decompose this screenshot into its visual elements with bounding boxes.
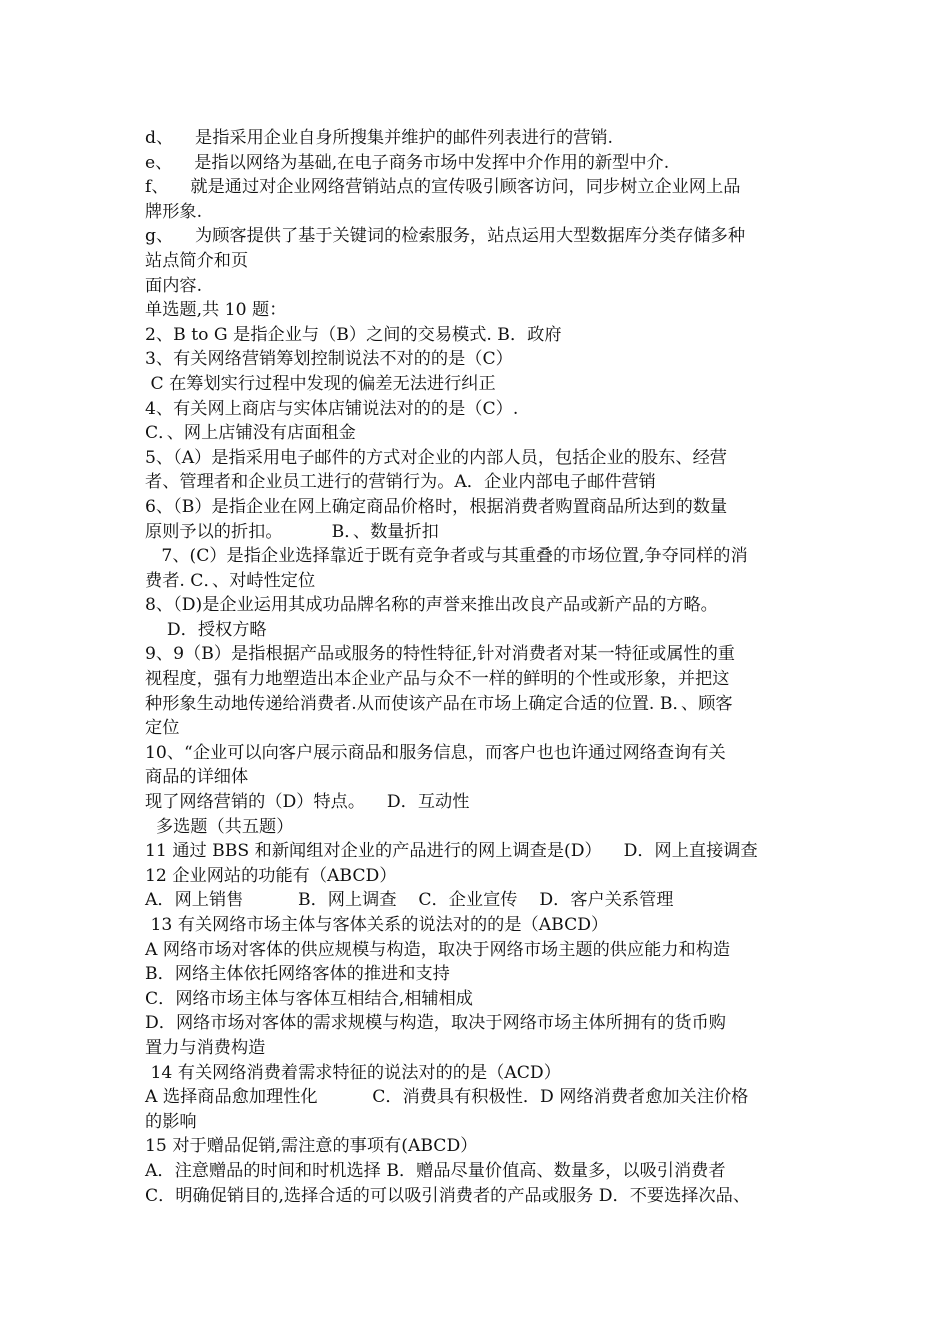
question-line: 11 通过 BBS 和新闻组对企业的产品进行的网上调查是(D） D．网上直接调查 bbox=[145, 841, 758, 862]
question-line: 10、“企业可以向客户展示商品和服务信息，而客户也也许通过网络查询有关 bbox=[145, 742, 726, 763]
question-line: 7、(C）是指企业选择靠近于既有竞争者或与其重叠的市场位置,争夺同样的消 bbox=[145, 546, 748, 567]
answer-line: 置力与消费构造 bbox=[145, 1037, 266, 1058]
answer-line: D．授权方略 bbox=[145, 619, 267, 640]
section-heading: 单选题,共 10 题： bbox=[145, 300, 287, 321]
question-line: 者、管理者和企业员工进行的营销行为。A．企业内部电子邮件营销 bbox=[145, 472, 656, 493]
question-line: 视程度，强有力地塑造出本企业产品与众不一样的鲜明的个性或形象，并把这 bbox=[145, 669, 730, 690]
answer-line: C．网络市场主体与客体互相结合,相辅相成 bbox=[145, 988, 473, 1009]
answer-line: C．、网上店铺没有店面租金 bbox=[145, 423, 356, 444]
answer-line: C 在筹划实行过程中发现的偏差无法进行纠正 bbox=[145, 373, 496, 394]
answer-line: A．注意赠品的时间和时机选择 B．赠品尽量价值高、数量多，以吸引消费者 bbox=[145, 1160, 726, 1181]
question-line: 12 企业网站的功能有（ABCD） bbox=[145, 865, 397, 886]
text-line: 面内容. bbox=[145, 275, 203, 296]
question-line: 2、B to G 是指企业与（B）之间的交易模式. B．政府 bbox=[145, 324, 562, 345]
answer-line: A 选择商品愈加理性化 C．消费具有积极性．D 网络消费者愈加关注价格 bbox=[145, 1087, 749, 1108]
question-line: 定位 bbox=[145, 718, 180, 739]
question-line: 现了网络营销的（D）特点。 D．互动性 bbox=[145, 792, 470, 813]
document-body bbox=[145, 126, 813, 1208]
text-line: 牌形象. bbox=[145, 201, 203, 222]
section-heading: 多选题（共五题） bbox=[145, 816, 294, 837]
text-line: d、 是指采用企业自身所搜集并维护的邮件列表进行的营销. bbox=[145, 128, 614, 148]
question-line: 15 对于赠品促销,需注意的事项有(ABCD） bbox=[145, 1136, 478, 1157]
question-line: 13 有关网络市场主体与客体关系的说法对的的是（ABCD） bbox=[145, 915, 609, 935]
answer-line: 的影响 bbox=[145, 1111, 197, 1132]
question-line: 种形象生动地传递给消费者.从而使该产品在市场上确定合适的位置. B．、顾客 bbox=[145, 693, 733, 714]
text-line: g、 为顾客提供了基于关键词的检索服务，站点运用大型数据库分类存储多种 bbox=[145, 226, 746, 247]
question-line: 4、有关网上商店与实体店铺说法对的的是（C）. bbox=[145, 398, 519, 419]
question-line: 9、9（B）是指根据产品或服务的特性特征,针对消费者对某一特征或属性的重 bbox=[145, 644, 735, 665]
question-line: 费者. C．、对峙性定位 bbox=[145, 570, 316, 591]
question-line: 5、（A）是指采用电子邮件的方式对企业的内部人员，包括企业的股东、经营 bbox=[145, 447, 727, 468]
answer-line: A 网络市场对客体的供应规模与构造，取决于网络市场主题的供应能力和构造 bbox=[145, 939, 731, 960]
answer-line: D．网络市场对客体的需求规模与构造，取决于网络市场主体所拥有的货币购 bbox=[145, 1013, 726, 1034]
text-line: f、 就是通过对企业网络营销站点的宣传吸引顾客访问，同步树立企业网上品 bbox=[145, 177, 741, 198]
answer-line: B．网络主体依托网络客体的推进和支持 bbox=[145, 964, 450, 985]
question-line: 原则予以的折扣。 B．、数量折扣 bbox=[145, 521, 439, 542]
text-line: 站点简介和页 bbox=[145, 250, 249, 271]
question-line: 商品的详细体 bbox=[145, 767, 249, 788]
question-line: 14 有关网络消费着需求特征的说法对的的是（ACD） bbox=[145, 1062, 561, 1083]
answer-line: A．网上销售 B．网上调查 C．企业宣传 D．客户关系管理 bbox=[145, 890, 674, 911]
question-line: 6、（B）是指企业在网上确定商品价格时，根据消费者购置商品所达到的数量 bbox=[145, 496, 728, 517]
answer-line: C．明确促销目的,选择合适的可以吸引消费者的产品或服务 D．不要选择次品、 bbox=[145, 1185, 751, 1206]
question-line: 3、有关网络营销筹划控制说法不对的的是（C） bbox=[145, 349, 513, 370]
text-line: e、 是指以网络为基础,在电子商务市场中发挥中介作用的新型中介. bbox=[145, 152, 670, 173]
question-line: 8、（D)是企业运用其成功品牌名称的声誉来推出改良产品或新产品的方略。 bbox=[145, 595, 718, 616]
